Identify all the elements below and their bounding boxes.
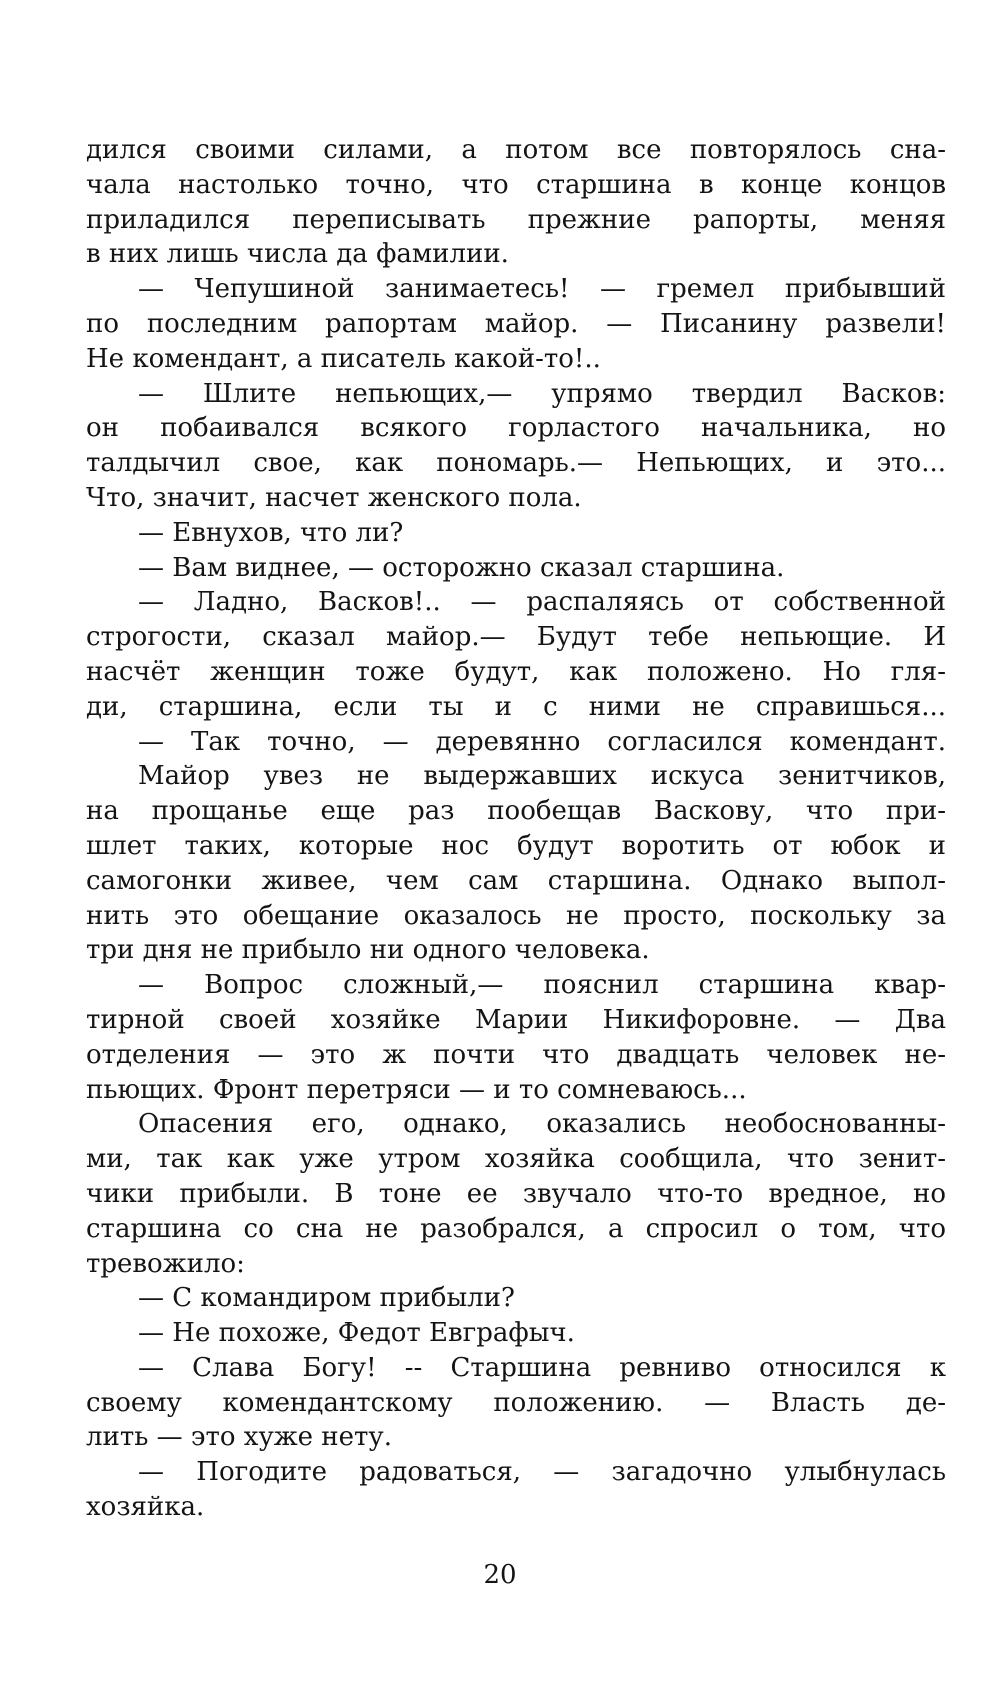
text-line: чала настолько точно, что старшина в конце концов xyxy=(86,169,946,200)
page-number: 20 xyxy=(483,1560,517,1590)
text-line: Не комендант, а писатель какой-то!.. xyxy=(86,343,601,374)
text-line: отделения — это ж почти что двадцать человек не- xyxy=(86,1039,946,1070)
text-line: — Так точно, — деревянно согласился комендант. xyxy=(138,726,946,757)
text-line: — Погодите радоваться, — загадочно улыбнулась xyxy=(138,1457,946,1488)
text-line: — С командиром прибыли? xyxy=(138,1283,515,1314)
text-line: лить — это хуже нету. xyxy=(86,1422,392,1453)
text-line: Что, значит, насчет женского пола. xyxy=(86,482,582,513)
text-line: — Вам виднее, — осторожно сказал старшина. xyxy=(138,552,785,583)
text-line: дился своими силами, а потом все повторялось сна- xyxy=(86,135,946,165)
text-line: на прощанье еще раз пообещав Васкову, что при- xyxy=(86,796,946,827)
text-line: — Чепушиной занимаетесь! — гремел прибывший xyxy=(138,274,946,305)
text-line: — Вопрос сложный,— пояснил старшина квар- xyxy=(138,970,946,1001)
text-line: — Ладно, Васков!.. — распаляясь от собственной xyxy=(138,587,946,618)
text-line: ди, старшина, если ты и с ними не справишься... xyxy=(86,691,946,722)
text-line: строгости, сказал майор.— Будут тебе непьющие. И xyxy=(86,622,946,653)
text-line: Майор увез не выдержавших искуса зенитчиков, xyxy=(138,761,946,792)
text-line: — Шлите непьющих,— упрямо твердил Васков: xyxy=(138,378,946,409)
text-line: самогонки живее, чем сам старшина. Однако выпол- xyxy=(86,865,946,896)
page-body-text xyxy=(86,133,946,1525)
text-line: старшина со сна не разобрался, а спросил о том, что xyxy=(86,1213,946,1244)
text-line: нить это обещание оказалось не просто, поскольку за xyxy=(86,900,946,931)
text-line: три дня не прибыло ни одного человека. xyxy=(86,935,650,966)
text-line: по последним рапортам майор. — Писанину развели! xyxy=(86,308,946,339)
text-line: тирной своей хозяйке Марии Никифоровне. — Два xyxy=(86,1004,946,1035)
text-line: пьющих. Фронт перетряси — и то сомневаюсь... xyxy=(86,1074,747,1105)
text-line: в них лишь числа да фамилии. xyxy=(86,239,509,270)
text-line: ми, так как уже утром хозяйка сообщила, что зенит- xyxy=(86,1144,946,1175)
text-line: — Не похоже, Федот Евграфыч. xyxy=(138,1318,575,1349)
text-line: шлет таких, которые нос будут воротить от юбок и xyxy=(86,830,946,861)
text-line: насчёт женщин тоже будут, как положено. Но гля- xyxy=(86,656,946,687)
text-line: тревожило: xyxy=(86,1248,245,1279)
text-line: приладился переписывать прежние рапорты, меняя xyxy=(86,204,946,235)
text-line: Опасения его, однако, оказались необоснованны- xyxy=(138,1109,946,1140)
text-line: — Евнухов, что ли? xyxy=(138,517,404,548)
text-line: он побаивался всякого горластого начальника, но xyxy=(86,413,946,444)
text-line: чики прибыли. В тоне ее звучало что-то вредное, но xyxy=(86,1178,946,1209)
text-line: хозяйка. xyxy=(86,1492,205,1523)
text-line: талдычил свое, как пономарь.— Непьющих, и это... xyxy=(86,448,946,479)
text-line: своему комендантскому положению. — Власть де- xyxy=(86,1387,946,1418)
text-line: — Слава Богу! -- Старшина ревниво относился к xyxy=(138,1352,946,1383)
